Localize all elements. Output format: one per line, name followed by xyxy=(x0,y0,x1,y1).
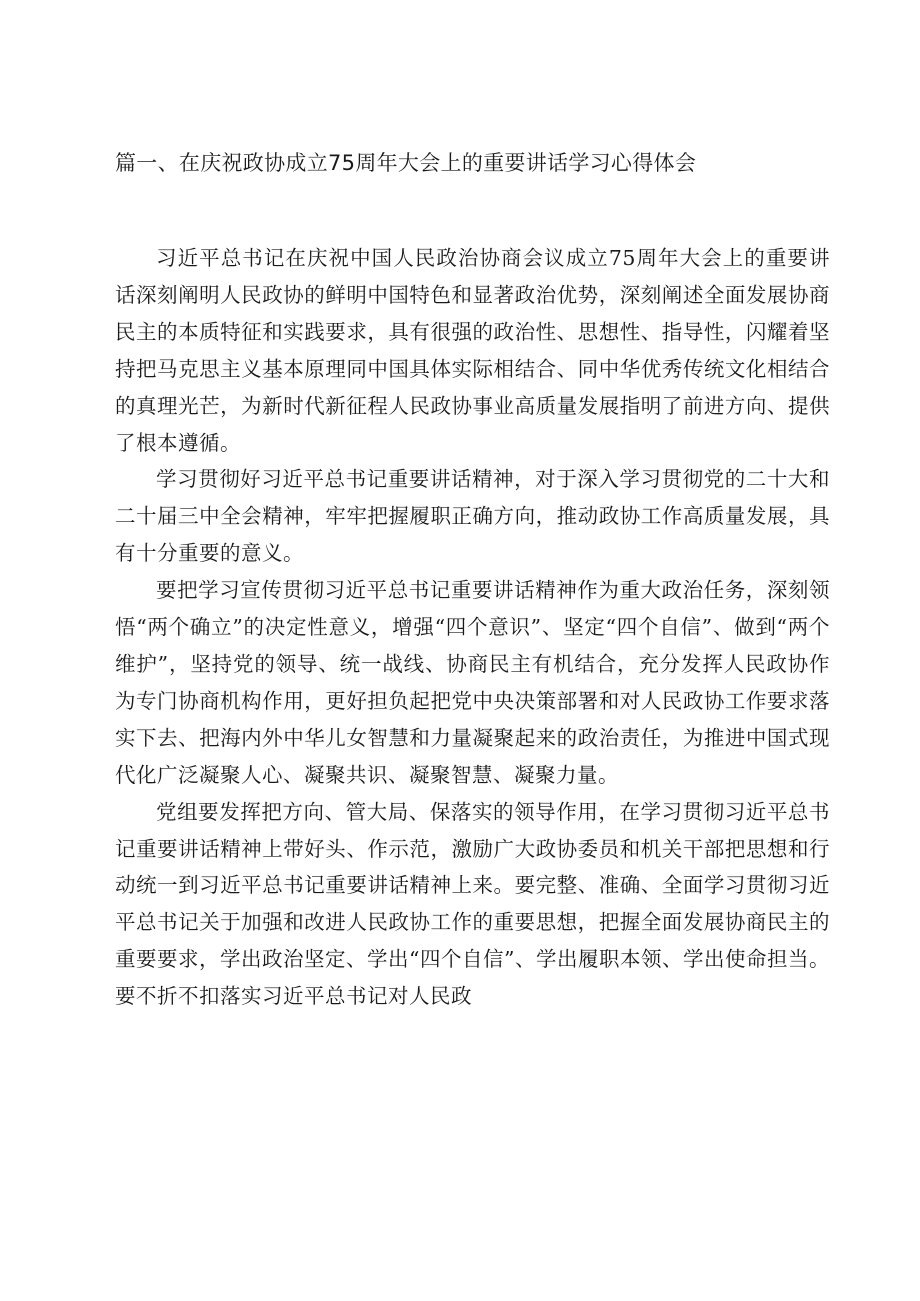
paragraph-1: 习近平总书记在庆祝中国人民政治协商会议成立75周年大会上的重要讲话深刻阐明人民政协的鲜明中国特色和显著政治优势，深刻阐述全面发展协商民主的本质特征和实践要求，具有很强的政治性、思想性、指导性，闪耀着坚持把马克思主义基本原理同中国具体实际相结合、同中华优秀传统文化相结合的真理光芒，为新时代新征程人民政协事业高质量发展指明了前进方向、提供了根本遵循。 xyxy=(115,246,830,455)
document-body xyxy=(115,240,830,1015)
paragraph-4: 党组要发挥把方向、管大局、保落实的领导作用，在学习贯彻习近平总书记重要讲话精神上带好头、作示范，激励广大政协委员和机关干部把思想和行动统一到习近平总书记重要讲话精神上来。要完整、准确、全面学习贯彻习近平总书记关于加强和改进人民政协工作的重要思想，把握全面发展协商民主的重要要求，学出政治坚定、学出“四个自信”、学出履职本领、学出使命担当。要不折不扣落实习近平总书记对人民政 xyxy=(115,799,830,1009)
paragraph-3: 要把学习宣传贯彻习近平总书记重要讲话精神作为重大政治任务，深刻领悟“两个确立”的决定性意义，增强“四个意识”、坚定“四个自信”、做到“两个维护”，坚持党的领导、统一战线、协商民主有机结合，充分发挥人民政协作为专门协商机构作用，更好担负起把党中央决策部署和对人民政协工作要求落实下去、把海内外中华儿女智慧和力量凝聚起来的政治责任，为推进中国式现代化广泛凝聚人心、凝聚共识、凝聚智慧、凝聚力量。 xyxy=(115,578,830,787)
paragraph-2: 学习贯彻好习近平总书记重要讲话精神，对于深入学习贯彻党的二十大和二十届三中全会精神，牢牢把握履职正确方向，推动政协工作高质量发展，具有十分重要的意义。 xyxy=(115,467,830,566)
document-title: 篇一、在庆祝政协成立75周年大会上的重要讲话学习心得体会 xyxy=(115,151,697,175)
